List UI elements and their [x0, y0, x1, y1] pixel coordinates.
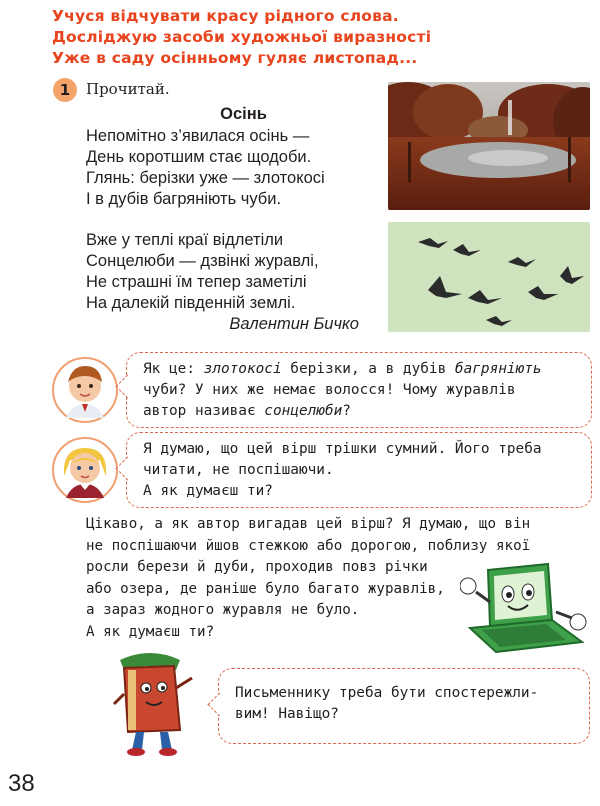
bubble3-line: вим! Навіщо? [235, 706, 339, 722]
poem-title: Осінь [220, 105, 267, 123]
bubble1-text: Як це: [143, 361, 204, 377]
bubble1-line: чуби? У них же немає волосся! Чому журавлів [143, 382, 516, 398]
laptop-character-illustration [460, 558, 592, 662]
bubble1-text: автор називає [143, 403, 265, 419]
poem-author: Валентин Бичко [229, 315, 359, 333]
girl-avatar [52, 436, 118, 508]
boy-speech-bubble [126, 352, 592, 428]
poem-line: На далекій південній землі. [86, 294, 296, 312]
bubble2-line: Я думаю, що цей вірш трішки сумний. Його треба [143, 441, 542, 457]
header-line-3: Уже в саду осінньому гуляє листопад... [52, 49, 418, 67]
poem-line: І в дубів багряніють чуби. [86, 190, 282, 208]
paragraph-line: а зараз жодного журавля не було. [86, 602, 360, 618]
bubble3-line: Письменнику треба бути спостережли- [235, 685, 539, 701]
poem [86, 104, 371, 335]
paragraph-line: або озера, де раніше було багато журавлів, [86, 580, 445, 597]
boy-avatar [52, 356, 118, 428]
paragraph-line: Цікаво, а як автор вигадав цей вірш? Я думаю, що він [86, 516, 531, 532]
bubble1-italic-word: багряніють [454, 361, 542, 377]
book-speech-bubble [218, 668, 590, 744]
girl-speech-bubble [126, 432, 592, 508]
bubble1-text: ? [342, 403, 351, 419]
poem-line: День коротшим стає щодоби. [86, 148, 312, 166]
autumn-park-photo [388, 82, 590, 210]
poem-line: Непомітно з’явилася осінь — [86, 127, 310, 145]
page-number: 38 [8, 770, 35, 797]
bubble2-line: читати, не поспішаючи. [143, 462, 334, 478]
paragraph-line: не поспішаючи йшов стежкою або дорогою, поблизу якої [86, 537, 531, 554]
bubble1-text: берізки, а в дубів [281, 361, 455, 377]
poem-line: Глянь: берізки уже — злотокосі [86, 169, 325, 187]
book-character-illustration [110, 648, 200, 762]
bubble2-line: А як думаєш ти? [143, 483, 273, 499]
flying-cranes-photo [388, 222, 590, 332]
poem-line: Не страшні їм тепер заметілі [86, 273, 307, 291]
task-number-badge: 1 [53, 78, 77, 102]
task-instruction: Прочитай. [86, 80, 170, 98]
header-line-1: Учуся відчувати красу рідного слова. [52, 7, 399, 25]
header-line-2: Досліджую засоби художньої виразності [52, 28, 432, 46]
paragraph-line: А як думаєш ти? [86, 623, 215, 640]
poem-line: Вже у теплі краї відлетіли [86, 231, 284, 249]
lesson-header [52, 6, 552, 69]
bubble1-italic-word: сонцелюби [264, 403, 343, 419]
bubble1-italic-word: злотокосі [203, 361, 282, 377]
poem-line: Сонцелюби — дзвінкі журавлі, [86, 252, 319, 270]
paragraph-line: росли берези й дуби, проходив повз річки [86, 559, 428, 575]
